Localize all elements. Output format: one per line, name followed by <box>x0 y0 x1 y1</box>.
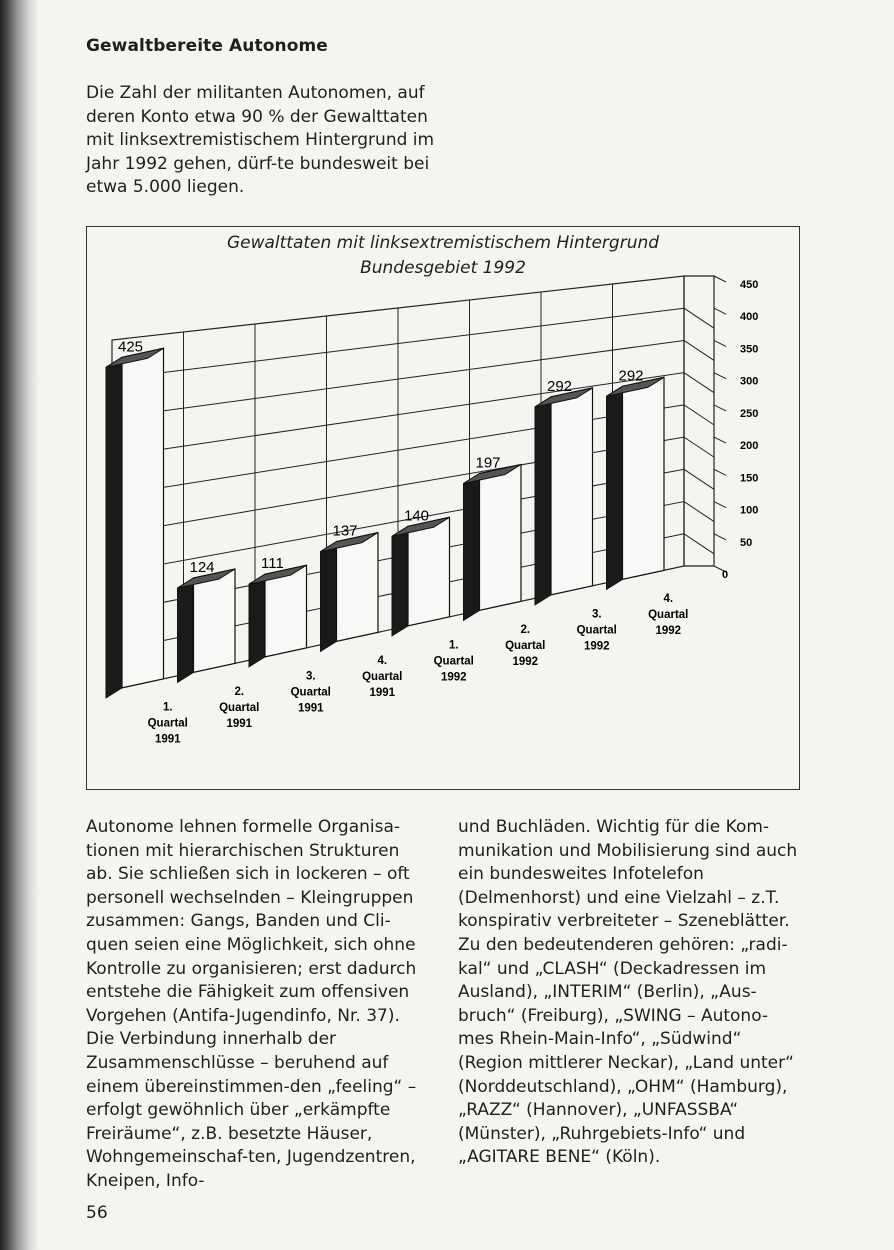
chart-gridline <box>684 534 714 554</box>
bar <box>194 569 236 672</box>
y-tick-label: 300 <box>740 375 759 388</box>
x-tick-label: 1991 <box>297 702 324 715</box>
x-tick-label: 3. <box>305 670 316 683</box>
section-heading: Gewaltbereite Autonome <box>86 36 328 56</box>
body-text-left-column: Autonome lehnen formelle Organisa-tionen mit hierarchischen Strukturen ab. Sie schließen sich in lockeren – oft personell wechselnden – Kleingruppen zusammen: Gangs, Banden und Cli-quen seien eine Möglichkeit, sich ohne Kontrolle zu organisieren; erst dadurch entstehe die Fähigkeit zum offensiven Vorgehen (Antifa-Jugendinfo, Nr. 37). Die Verbindung innerhalb der Zusammenschlüsse – beruhend auf einem übereinstimmen-den „feeling“ – erfolgt gewöhnlich über „erkämpfte Freiräume“, z.B. besetzte Häuser, Wohngemeinschaf-ten, Jugendzentren, Kneipen, Info- <box>86 817 417 1191</box>
x-tick-label: 4. <box>663 592 674 605</box>
body-text-right-column: und Buchläden. Wichtig für die Kom-munikation und Mobilisierung sind auch ein bundesweites Infotelefon (Delmenhorst) und eine Vielzahl – z.T. konspirativ verbreiteter – Szeneblätter. Zu den bedeutenderen gehören: „radi-kal“ und „CLASH“ (Deckadressen im Ausland), „INTERIM“ (Berlin), „Aus-bruch“ (Freiburg), „SWING – Autono-mes Rhein-Main-Info“, „Südwind“ (Region mittlerer Neckar), „Land unter“ (Norddeutschland), „OHM“ (Hamburg), „RAZZ“ (Hannover), „UNFASSBA“ (Münster), „Ruhrgebiets-Info“ und „AGITARE BENE“ (Köln). <box>458 817 798 1168</box>
chart-subtitle: Bundesgebiet 1992 <box>360 258 526 278</box>
y-tick-label: 400 <box>740 311 759 324</box>
y-tick-label: 100 <box>740 504 759 517</box>
x-tick-label: Quartal <box>362 670 403 683</box>
y-tick-mark <box>714 469 726 475</box>
x-tick-label: 3. <box>591 608 602 621</box>
bar-side <box>607 386 623 589</box>
y-tick-mark <box>714 502 726 508</box>
bar-side <box>321 542 337 652</box>
bar-side <box>392 526 408 636</box>
x-tick-label: Quartal <box>433 655 474 668</box>
chart-bars <box>106 338 664 698</box>
bar-side <box>464 474 480 621</box>
bar-side <box>106 357 122 698</box>
x-tick-label: 1. <box>448 639 459 652</box>
x-tick-label: Quartal <box>290 686 331 699</box>
chart-gridline <box>684 469 714 489</box>
y-tick-mark <box>714 373 726 379</box>
y-tick-label: 350 <box>740 343 759 356</box>
data-label: 111 <box>261 555 284 573</box>
y-tick-mark <box>714 308 726 314</box>
chart-gridline <box>684 502 714 522</box>
y-tick-mark <box>714 276 726 282</box>
x-tick-label: 1991 <box>154 733 181 746</box>
bar <box>408 517 450 626</box>
x-tick-label: 2. <box>234 685 245 698</box>
y-tick-label: 450 <box>740 279 759 291</box>
x-tick-label: 1991 <box>369 686 396 699</box>
data-label: 425 <box>118 338 144 356</box>
bar <box>122 348 164 688</box>
data-label: 292 <box>547 377 573 395</box>
x-tick-label: 1992 <box>655 624 682 637</box>
x-tick-label: Quartal <box>147 717 188 730</box>
chart-gridline <box>684 308 714 328</box>
chart-title: Gewalttaten mit linksextremistischem Hintergrund <box>226 233 660 253</box>
x-tick-label: 1992 <box>512 655 539 668</box>
chart-gridline <box>684 373 714 393</box>
y-tick-mark <box>714 437 726 443</box>
y-tick-mark <box>714 405 726 411</box>
intro-paragraph: Die Zahl der militanten Autonomen, auf deren Konto etwa 90 % der Gewalttaten mit linksextremistischem Hintergrund im Jahr 1992 gehen, dürf-te bundesweit bei etwa 5.000 liegen. <box>86 83 435 197</box>
bar-side <box>178 578 194 682</box>
y-tick-label: 150 <box>740 472 759 485</box>
chart-gridline <box>684 405 714 425</box>
y-tick-label: 50 <box>740 536 753 549</box>
chart-gridline <box>684 437 714 457</box>
y-tick-label: 0 <box>722 569 729 581</box>
y-tick-mark <box>714 340 726 346</box>
x-tick-label: 4. <box>377 654 388 667</box>
x-tick-label: 2. <box>520 623 531 636</box>
x-tick-label: 1991 <box>226 717 253 730</box>
data-label: 292 <box>618 367 644 385</box>
x-tick-label: Quartal <box>505 639 546 652</box>
x-tick-label: 1992 <box>440 671 467 684</box>
bar <box>480 465 522 611</box>
bar <box>551 388 593 595</box>
bar-side <box>249 574 265 667</box>
chart-side-wall <box>684 276 714 566</box>
bar-side <box>535 397 551 605</box>
x-tick-label: Quartal <box>648 608 689 621</box>
y-tick-label: 200 <box>740 440 759 453</box>
data-label: 137 <box>332 522 358 540</box>
x-tick-label: 1992 <box>583 640 610 653</box>
x-tick-label: Quartal <box>219 701 260 714</box>
data-label: 140 <box>404 507 430 525</box>
x-tick-label: Quartal <box>576 624 617 637</box>
data-label: 197 <box>475 454 501 472</box>
y-tick-label: 250 <box>740 407 759 420</box>
bar <box>337 533 379 642</box>
y-tick-mark <box>714 534 726 540</box>
page-number: 56 <box>86 1203 108 1223</box>
bar <box>623 377 665 579</box>
x-tick-label: 1. <box>162 701 173 714</box>
data-label: 124 <box>189 558 215 576</box>
chart-gridline <box>684 340 714 360</box>
